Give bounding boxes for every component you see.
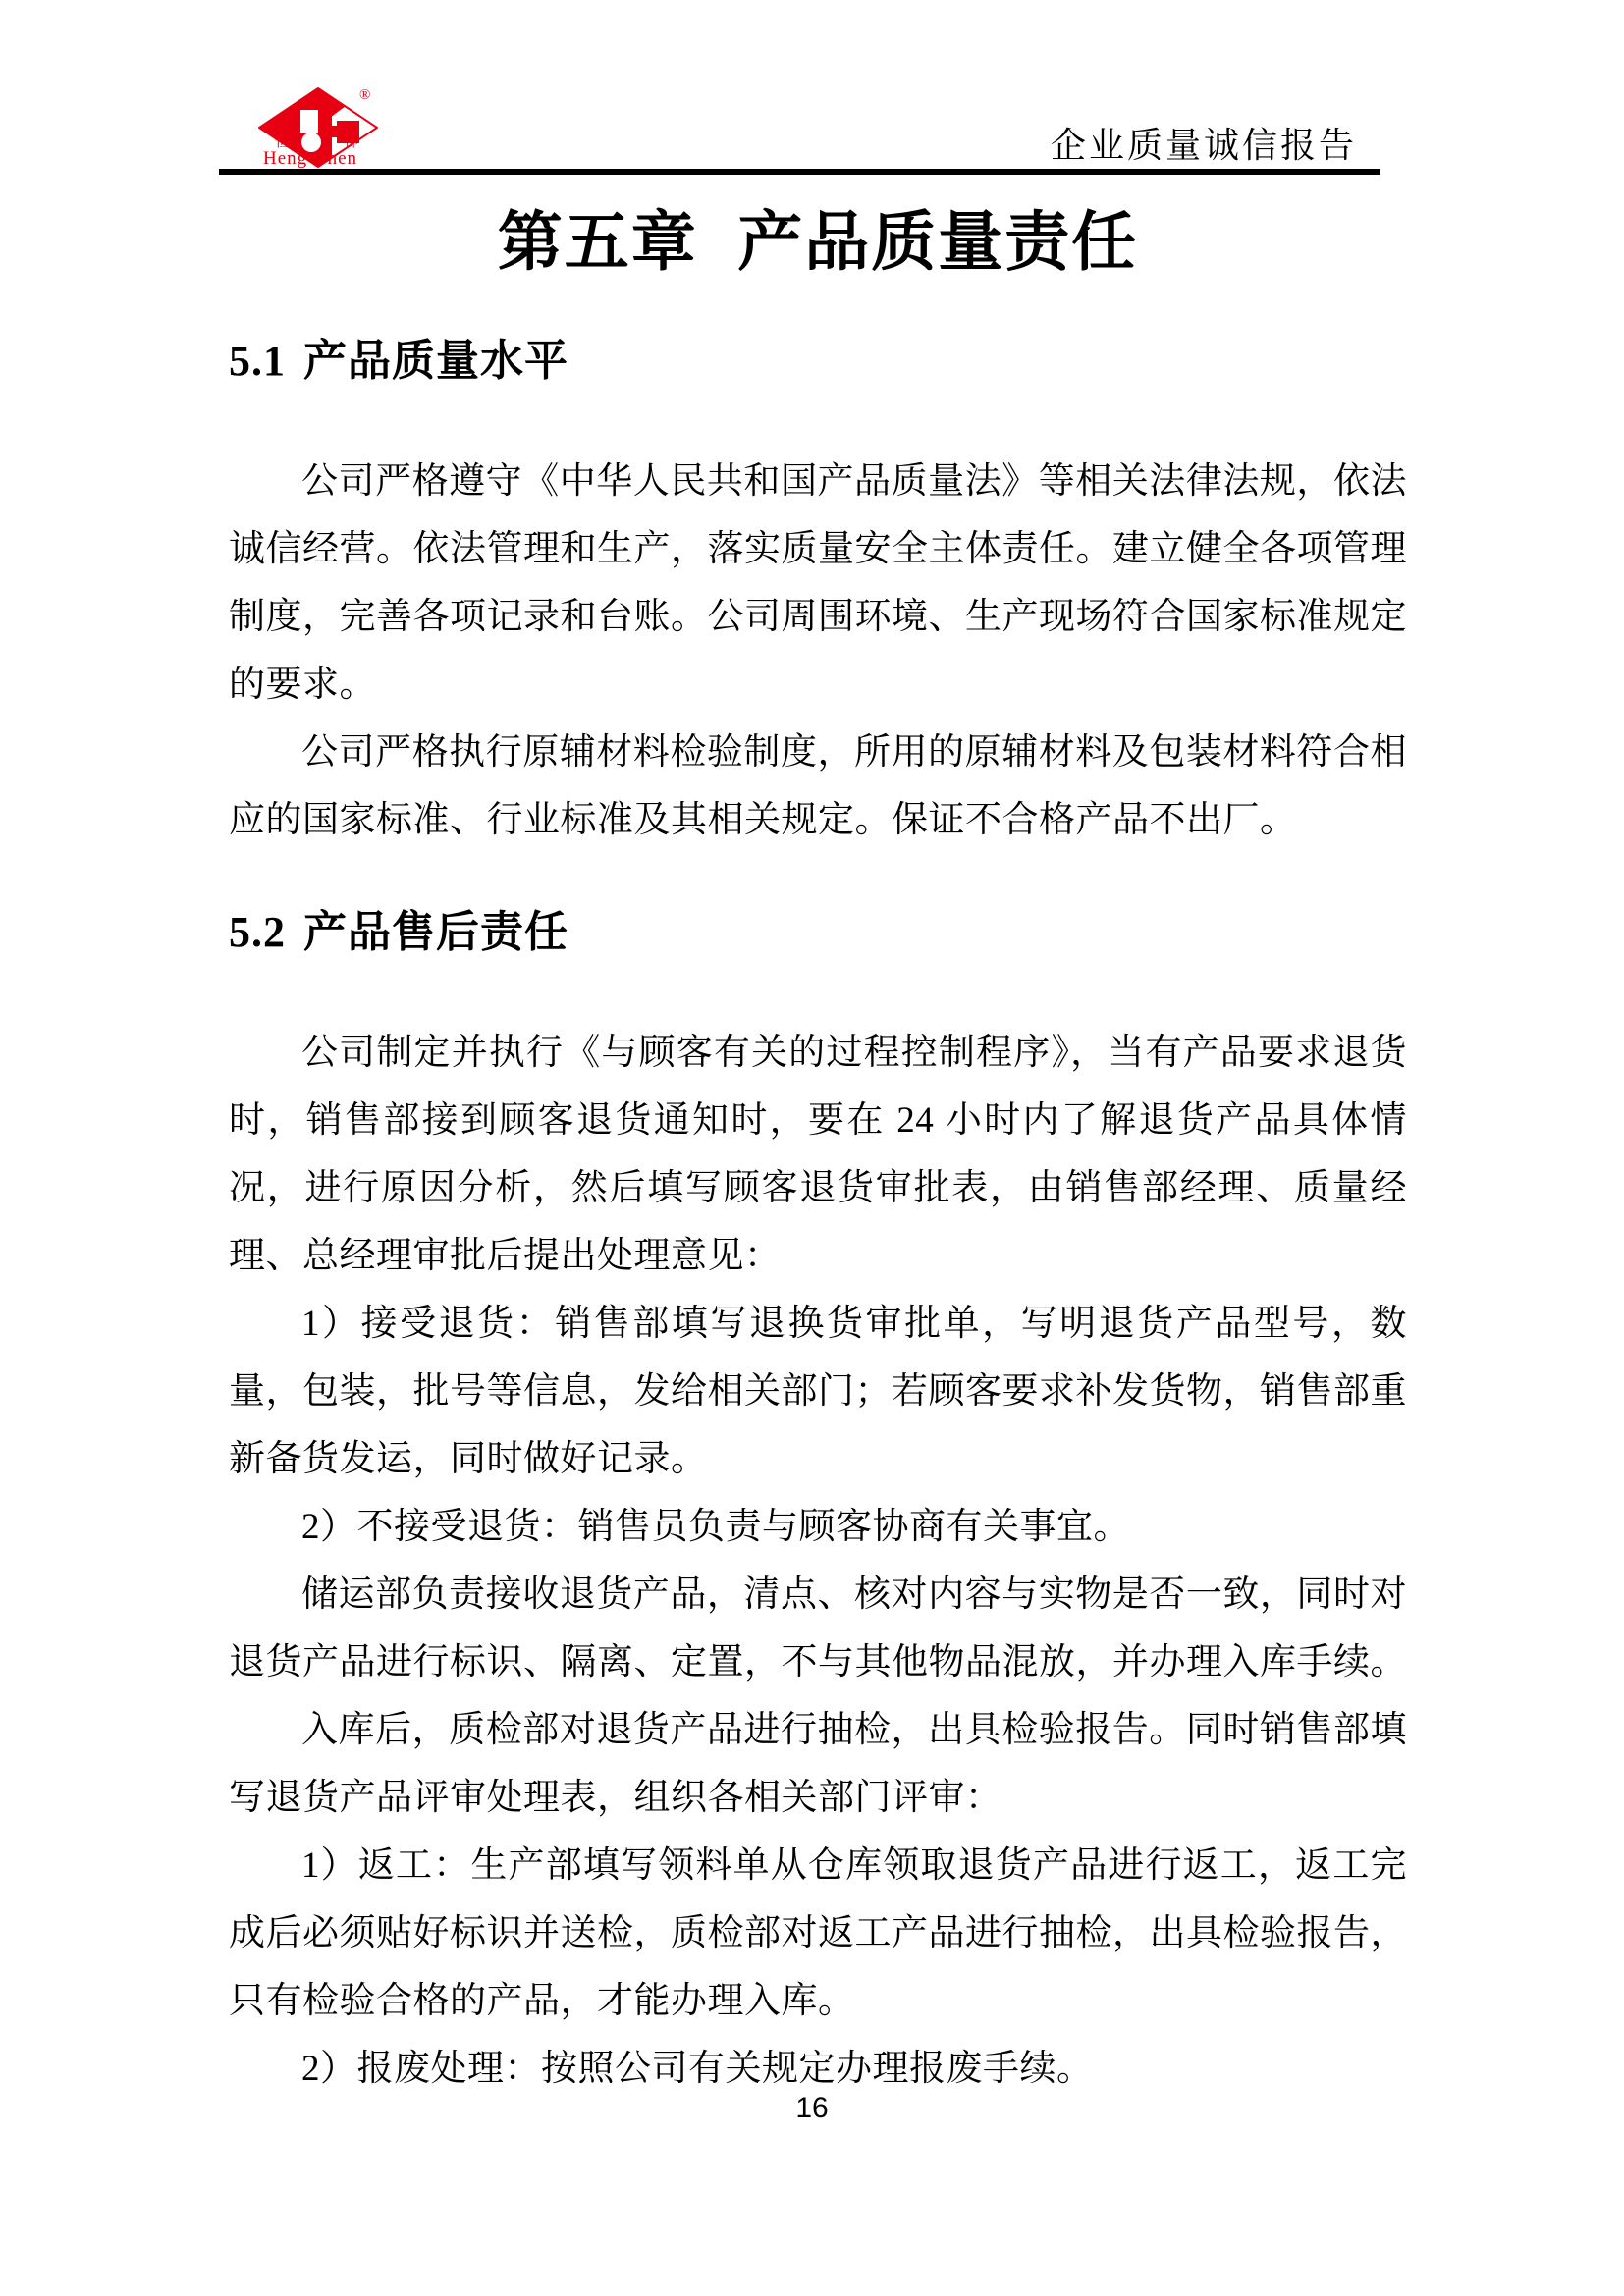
hengshen-logo [257, 86, 380, 170]
paragraph: 1）返工：生产部填写领料单从仓库领取退货产品进行返工，返工完成后必须贴好标识并送检，质检部对返工产品进行抽检，出具检验报告，只有检验合格的产品，才能办理入库。 [229, 1845, 1407, 2021]
section-title: 产品质量水平 [303, 337, 568, 385]
logo-latin-heng: Heng [263, 148, 308, 169]
logo-hanzi-heng: 恒 [275, 134, 291, 150]
report-title: 企业质量诚信报告 [1050, 126, 1357, 165]
section-number: 5.1 [229, 337, 286, 385]
section-heading-5-1 [229, 334, 1407, 389]
paragraph: 1）接受退货：销售部填写退换货审批单，写明退货产品型号，数量，包装，批号等信息，发给相关部门；若顾客要求补发货物，销售部重新备货发运，同时做好记录。 [229, 1304, 1407, 1479]
paragraph: 2）报废处理：按照公司有关规定办理报废手续。 [301, 2049, 1094, 2089]
page-footer [0, 2089, 1624, 2128]
logo-hanzi-shen: 神 [344, 134, 359, 150]
chapter-title: 第五章 产品质量责任 [497, 207, 1139, 279]
paragraph: 2）不接受退货：销售员负责与顾客协商有关事宜。 [301, 1507, 1130, 1547]
registered-mark: ® [359, 87, 371, 103]
document-header [0, 0, 1624, 175]
document-body [229, 204, 1407, 2103]
header-divider [219, 169, 1380, 175]
section-heading-5-2 [229, 905, 1407, 960]
section-title: 产品售后责任 [303, 908, 568, 956]
paragraph: 公司制定并执行《与顾客有关的过程控制程序》，当有产品要求退货时，销售部接到顾客退货通知时，要在 24 小时内了解退货产品具体情况，进行原因分析，然后填写顾客退货审批表，由销售部经理、质量经理、总经理审批后提出处理意见： [229, 1033, 1407, 1276]
logo-latin-shen: Shen [316, 148, 357, 169]
paragraph: 储运部负责接收退货产品，清点、核对内容与实物是否一致，同时对退货产品进行标识、隔离、定置，不与其他物品混放，并办理入库手续。 [229, 1575, 1407, 1682]
paragraph: 公司严格执行原辅材料检验制度，所用的原辅材料及包装材料符合相应的国家标准、行业标准及其相关规定。保证不合格产品不出厂。 [229, 732, 1407, 840]
paragraph: 入库后，质检部对退货产品进行抽检，出具检验报告。同时销售部填写退货产品评审处理表，组织各相关部门评审： [229, 1710, 1407, 1818]
section-number: 5.2 [229, 908, 286, 956]
paragraph: 公司严格遵守《中华人民共和国产品质量法》等相关法律法规，依法诚信经营。依法管理和生产，落实质量安全主体责任。建立健全各项管理制度，完善各项记录和台账。公司周围环境、生产现场符合国家标准规定的要求。 [229, 461, 1407, 705]
page-number: 16 [795, 2092, 829, 2124]
